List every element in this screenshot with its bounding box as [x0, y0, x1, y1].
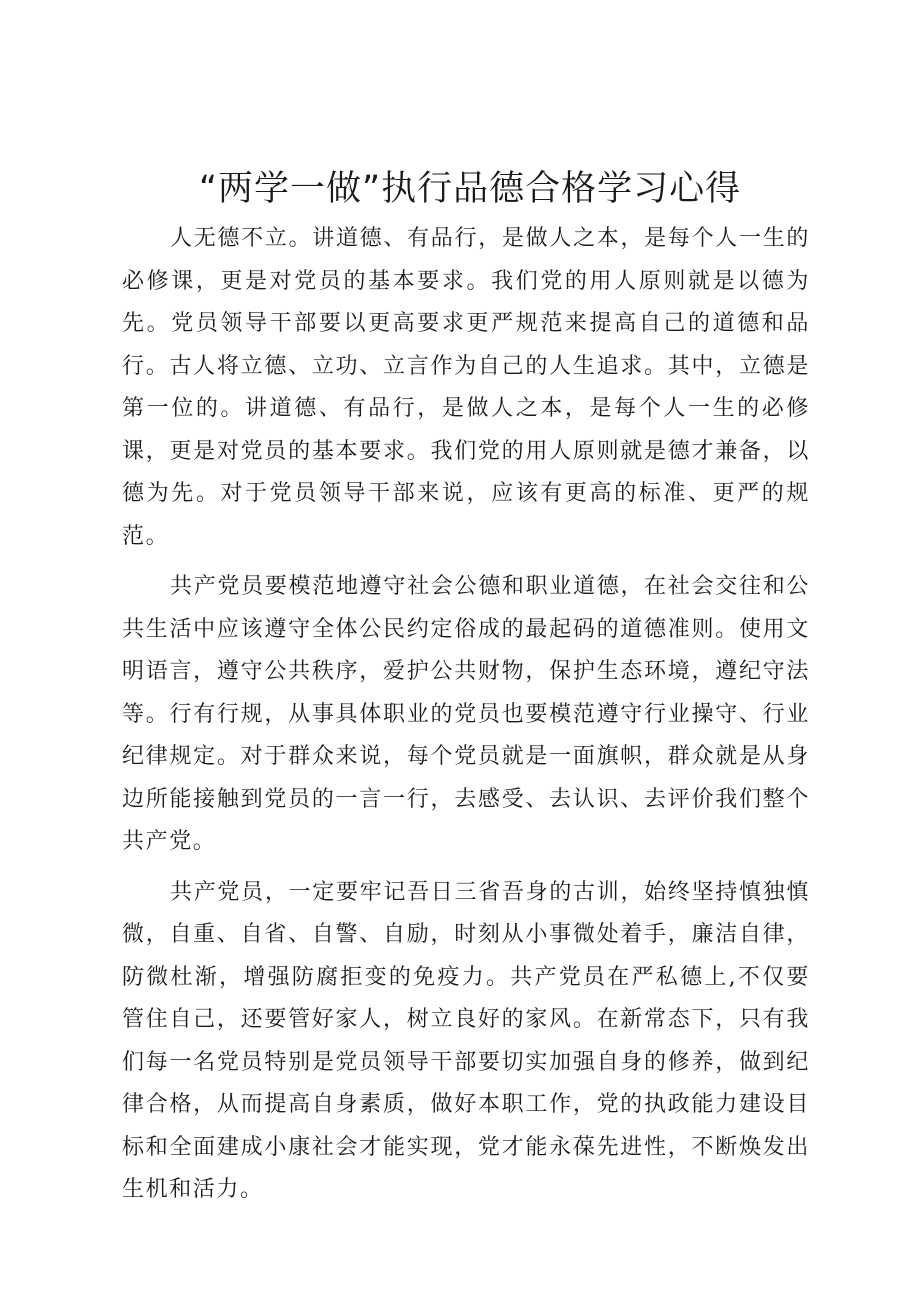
paragraph-2: 共产党员要模范地遵守社会公德和职业道德，在社会交往和公共生活中应该遵守全体公民约定俗成的最起码的道德准则。使用文明语言，遵守公共秩序，爱护公共财物，保护生态环境，遵纪守法等。行有行规，从事具体职业的党员也要模范遵守行业操守、行业纪律规定。对于群众来说，每个党员就是一面旗帜，群众就是从身边所能接触到党员的一言一行，去感受、去认识、去评价我们整个共产党。 [122, 574, 810, 854]
paragraph-1: 人无德不立。讲道德、有品行，是做人之本，是每个人一生的必修课，更是对党员的基本要求。我们党的用人原则就是以德为先。党员领导干部要以更高要求更严规范来提高自己的道德和品行。古人将立德、立功、立言作为自己的人生追求。其中，立德是第一位的。讲道德、有品行，是做人之本，是每个人一生的必修课，更是对党员的基本要求。我们党的用人原则就是德才兼备，以德为先。对于党员领导干部来说，应该有更高的标准、更严的规范。 [122, 226, 810, 549]
document-title: “两学一做”执行品德合格学习心得 [198, 169, 742, 209]
document-body [122, 218, 810, 1220]
paragraph-3: 共产党员，一定要牢记吾日三省吾身的古训，始终坚持慎独慎微，自重、自省、自警、自励，时刻从小事微处着手，廉洁自律，防微杜渐，增强防腐拒变的免疫力。共产党员在严私德上,不仅要管住自己，还要管好家人，树立良好的家风。在新常态下，只有我们每一名党员特别是党员领导干部要切实加强自身的修养，做到纪律合格，从而提高自身素质，做好本职工作，党的执政能力建设目标和全面建成小康社会才能实现，党才能永葆先进性，不断焕发出生机和活力。 [122, 879, 810, 1202]
